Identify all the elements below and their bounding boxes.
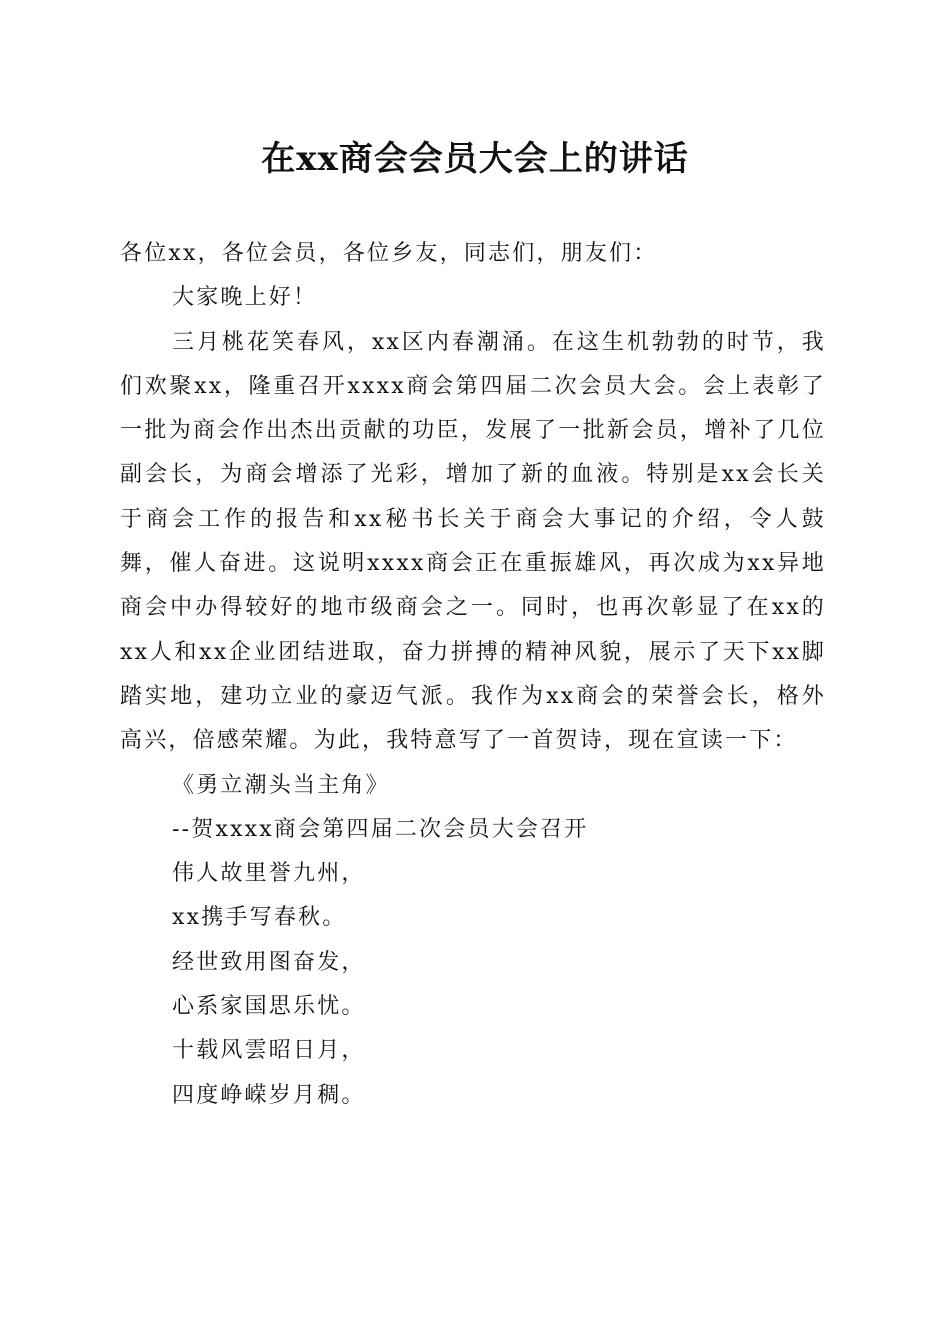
poem-line: 十载风雲昭日月，	[172, 1038, 366, 1064]
poem-line: 四度峥嵘岁月稠。	[172, 1082, 366, 1108]
poem-line: xx携手写春秋。	[172, 905, 347, 931]
speech-paragraph: 三月桃花笑春风，xx区内春潮涌。在这生机勃勃的时节，我们欢聚xx，隆重召开xxxx商会第四届二次会员大会。会上表彰了一批为商会作出杰出贡献的功臣，发展了一批新会员，增补了几位副会长，为商会增添了光彩，增加了新的血液。特别是xx会长关于商会工作的报告和xx秘书长关于商会大事记的介绍，令人鼓舞，催人奋进。这说明xxxx商会正在重振雄风，再次成为xx异地商会中办得较好的地市级商会之一。同时，也再次彰显了在xx的xx人和xx企业团结进取，奋力拼搏的精神风貌，展示了天下xx脚踏实地，建功立业的豪迈气派。我作为xx商会的荣誉会长，格外高兴，倍感荣耀。为此，我特意写了一首贺诗，现在宣读一下：	[120, 329, 826, 754]
poem-subtitle: --贺xxxx商会第四届二次会员大会召开	[172, 816, 589, 842]
document-body	[120, 232, 826, 1118]
greeting: 大家晚上好！	[172, 285, 318, 311]
poem-line: 经世致用图奋发，	[172, 949, 366, 975]
poem-line: 伟人故里誉九州，	[172, 861, 366, 887]
poem-title: 《勇立潮头当主角》	[172, 772, 390, 798]
poem-line: 心系家国思乐忧。	[172, 994, 366, 1020]
document-title: 在xx商会会员大会上的讲话	[261, 139, 689, 179]
salutation: 各位xx，各位会员，各位乡友，同志们，朋友们：	[120, 241, 658, 266]
